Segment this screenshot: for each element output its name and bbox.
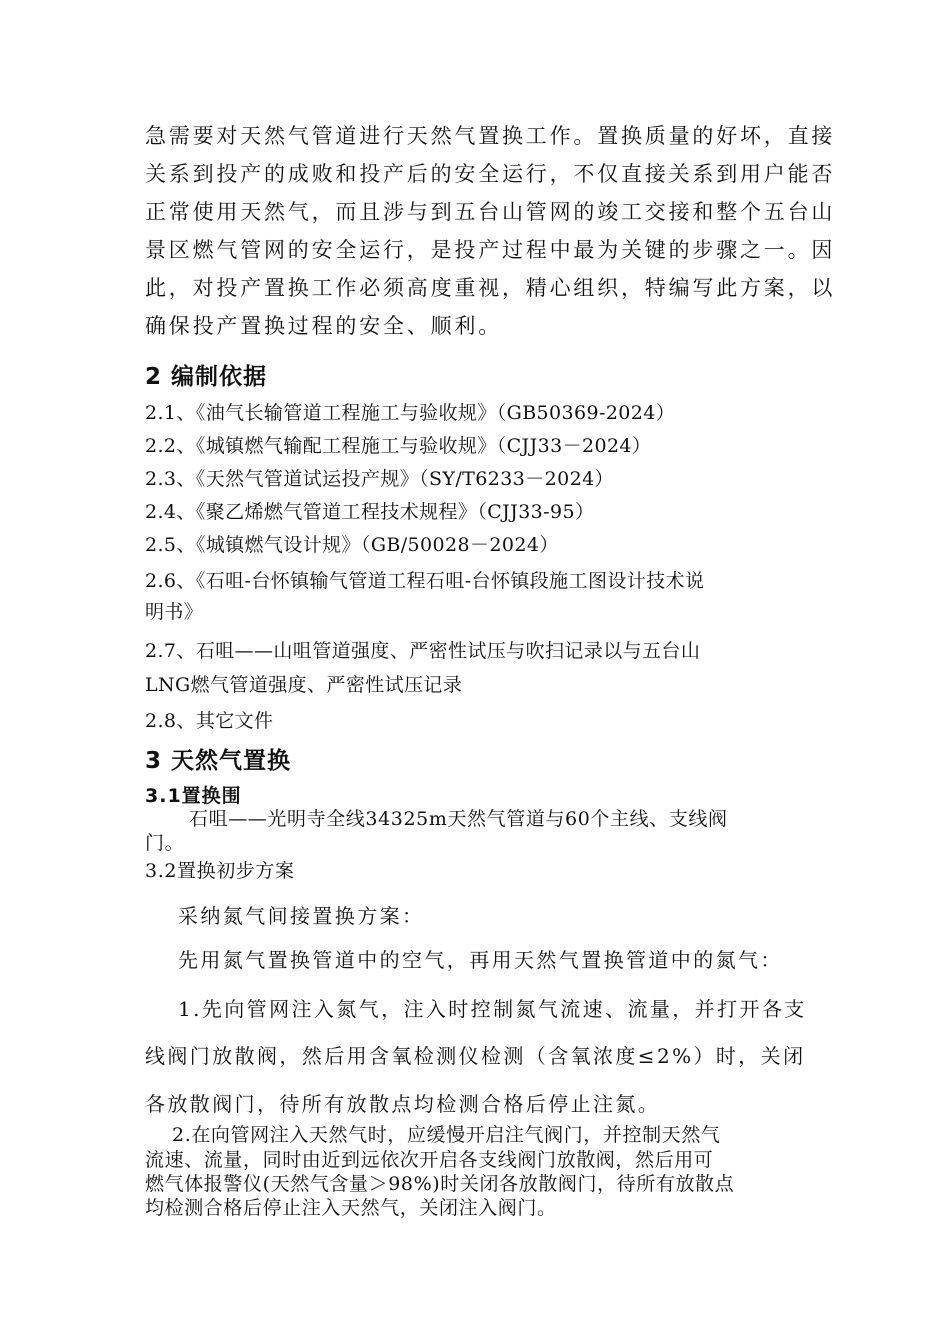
- reference-item: 2.4、《聚乙烯燃气管道工程技术规程》（CJJ33-95）: [145, 501, 595, 523]
- reference-item: LNG燃气管道强度、严密性试压记录: [145, 674, 463, 696]
- reference-item: 2.1、《油气长输管道工程施工与验收规》（GB50369-2024）: [145, 402, 676, 424]
- intro-line: 正常使用天然气，而且涉与到五台山管网的竣工交接和整个五台山: [145, 200, 836, 224]
- reference-item: 2.2、《城镇燃气输配工程施工与验收规》（CJJ33－2024）: [145, 435, 652, 457]
- intro-line: 确保投产置换过程的安全、顺利。: [145, 314, 502, 338]
- intro-line: 急需要对天然气管道进行天然气置换工作。置换质量的好坏，直接: [145, 124, 836, 148]
- section-heading: 2 编制依据: [145, 364, 268, 390]
- reference-item: 2.3、《天然气管道试运投产规》（SY/T6233－2024）: [145, 468, 614, 490]
- body-line: 2.在向管网注入天然气时，应缓慢开启注气阀门，并控制天然气: [172, 1124, 721, 1146]
- intro-line: 景区燃气管网的安全运行，是投产过程中最为关键的步骤之一。因: [145, 238, 836, 262]
- body-line: 流速、流量，同时由近到远依次开启各支线阀门放散阀，然后用可: [145, 1149, 714, 1171]
- body-line: 门。: [145, 832, 185, 854]
- reference-item: 明书》: [145, 601, 204, 623]
- reference-item: 2.6、《石咀-台怀镇输气管道工程石咀-台怀镇段施工图设计技术说: [145, 570, 705, 592]
- body-line: 石咀——光明寺全线34325m天然气管道与60个主线、支线阀: [189, 808, 728, 830]
- body-line: 先用氮气置换管道中的空气，再用天然气置换管道中的氮气：: [178, 948, 783, 972]
- reference-item: 2.5、《城镇燃气设计规》（GB/50028－2024）: [145, 534, 559, 556]
- body-line: 采纳氮气间接置换方案：: [178, 904, 425, 928]
- subsection-heading: 3.2置换初步方案: [145, 860, 295, 882]
- body-line: 线阀门放散阀，然后用含氧检测仪检测（含氧浓度≤2%）时，关闭: [145, 1044, 806, 1068]
- body-line: 燃气体报警仪(天然气含量＞98%)时关闭各放散阀门，待所有放散点: [145, 1173, 735, 1195]
- subsection-heading: 3.1置换围: [145, 785, 242, 807]
- body-line: 均检测合格后停止注入天然气，关闭注入阀门。: [145, 1197, 557, 1219]
- reference-item: 2.8、其它文件: [145, 710, 274, 732]
- reference-item: 2.7、石咀——山咀管道强度、严密性试压与吹扫记录以与五台山: [145, 640, 701, 662]
- intro-line: 此，对投产置换工作必须高度重视，精心组织，特编写此方案，以: [145, 276, 836, 300]
- body-line: 各放散阀门，待所有放散点均检测合格后停止注氮。: [145, 1092, 661, 1116]
- body-line: 1.先向管网注入氮气，注入时控制氮气流速、流量，并打开各支: [178, 997, 807, 1021]
- intro-line: 关系到投产的成败和投产后的安全运行，不仅直接关系到用户能否: [145, 162, 836, 186]
- section-heading: 3 天然气置换: [145, 748, 292, 774]
